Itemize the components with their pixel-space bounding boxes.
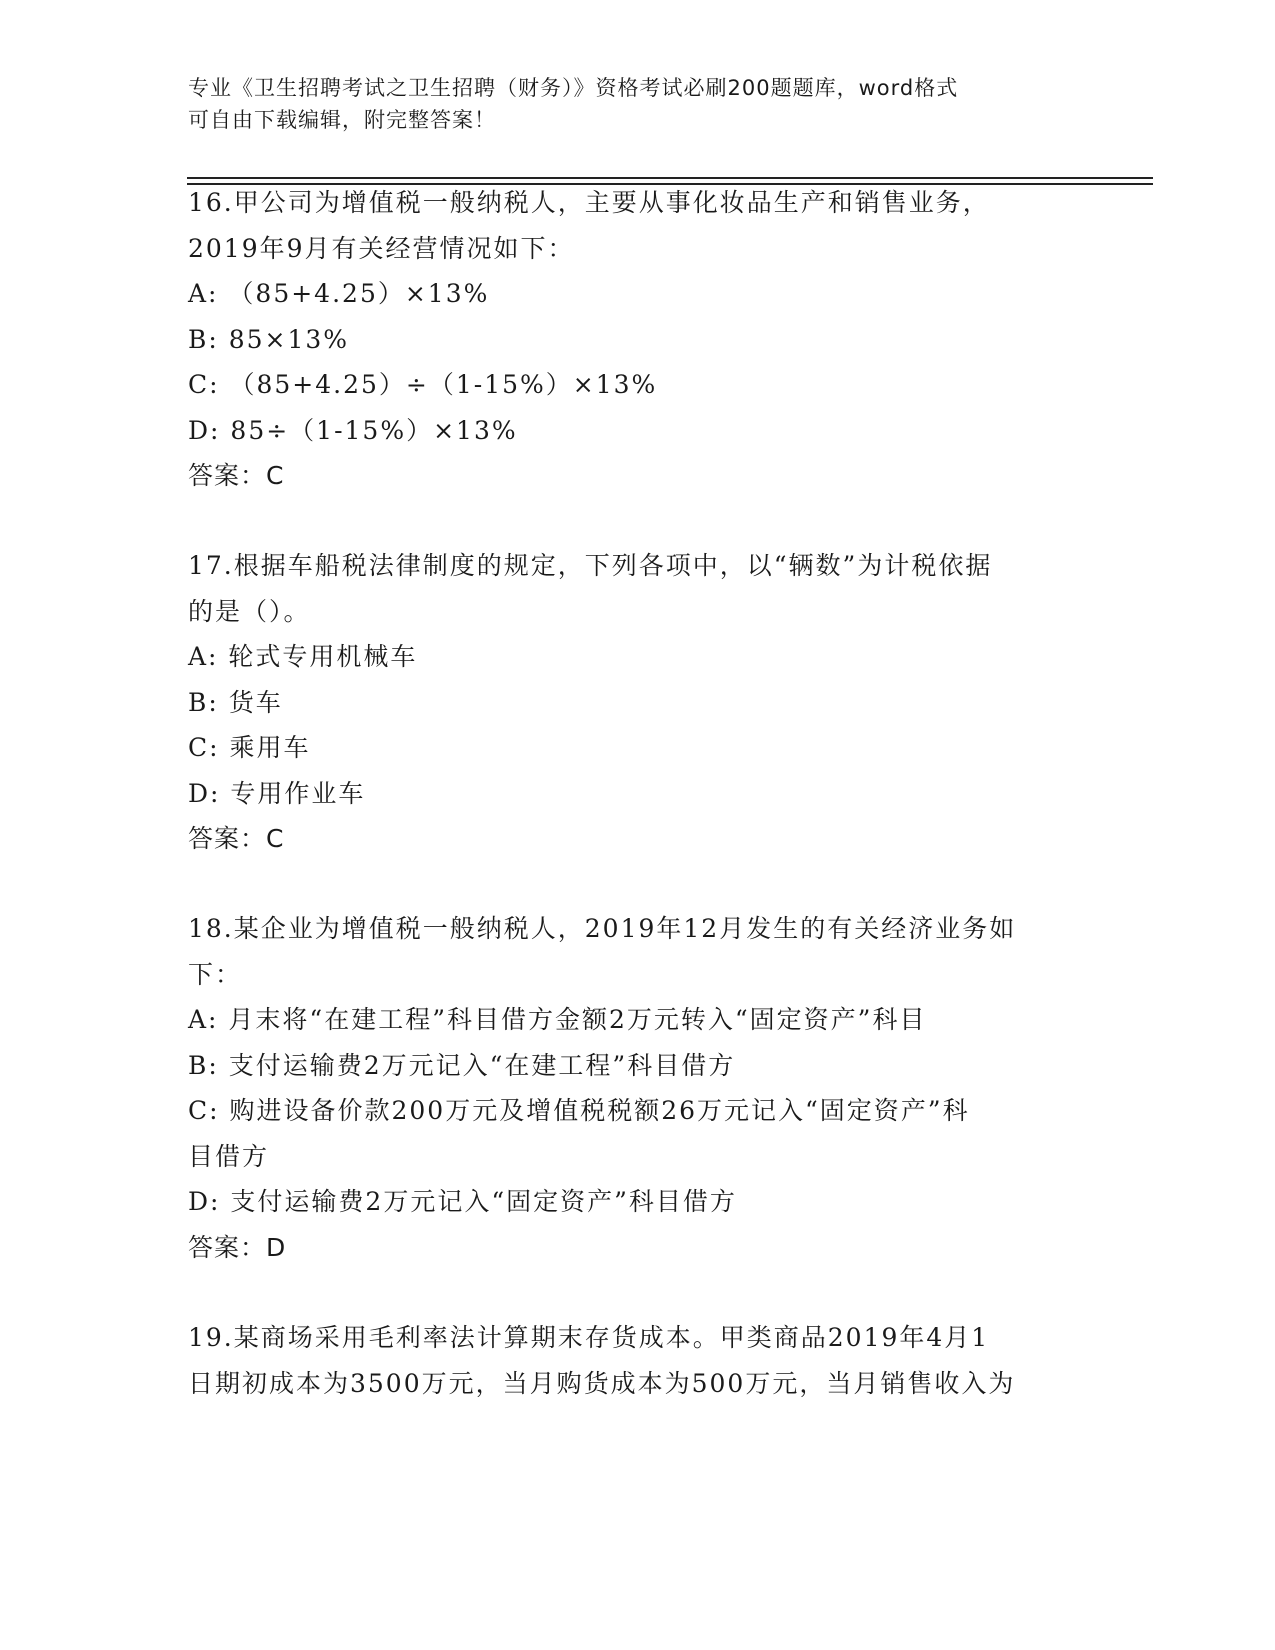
option-c-continued: 目借方 <box>188 1141 270 1171</box>
question-18 <box>188 906 1088 1270</box>
answer: 答案：C <box>188 461 285 490</box>
answer: 答案：C <box>188 824 285 853</box>
document-header <box>188 72 1068 136</box>
option-d: D: 85÷（1-15%）×13% <box>188 415 518 445</box>
question-17 <box>188 543 1088 862</box>
option-c: C: 购进设备价款200万元及增值税税额26万元记入“固定资产”科 <box>188 1096 970 1125</box>
header-divider-top <box>187 177 1153 179</box>
question-stem: 17.根据车船税法律制度的规定，下列各项中，以“辆数”为计税依据 <box>188 551 993 580</box>
option-a: A: 轮式专用机械车 <box>188 642 418 671</box>
question-stem: 的是（）。 <box>188 596 311 626</box>
option-d: D: 专用作业车 <box>188 778 366 808</box>
option-c: C: （85+4.25）÷（1-15%）×13% <box>188 370 658 399</box>
option-b: B: 85×13% <box>188 324 350 354</box>
question-stem: 19.某商场采用毛利率法计算期末存货成本。甲类商品2019年4月1 <box>188 1323 990 1352</box>
question-stem: 2019年9月有关经营情况如下： <box>188 233 575 263</box>
question-stem: 下： <box>188 959 243 989</box>
option-d: D: 支付运输费2万元记入“固定资产”科目借方 <box>188 1187 737 1216</box>
header-line-2: 可自由下载编辑，附完整答案！ <box>188 108 496 132</box>
question-stem: 18.某企业为增值税一般纳税人，2019年12月发生的有关经济业务如 <box>188 914 1017 943</box>
option-a: A: （85+4.25）×13% <box>188 279 490 308</box>
option-b: B: 货车 <box>188 687 283 717</box>
header-line-1: 专业《卫生招聘考试之卫生招聘（财务）》资格考试必刷200题题库，word格式 <box>188 76 959 100</box>
question-stem: 日期初成本为3500万元，当月购货成本为500万元，当月销售收入为 <box>188 1368 1016 1398</box>
question-19 <box>188 1315 1088 1406</box>
answer: 答案：D <box>188 1232 287 1262</box>
question-16 <box>188 180 1088 499</box>
option-a: A: 月末将“在建工程”科目借方金额2万元转入“固定资产”科目 <box>188 1005 927 1034</box>
option-c: C: 乘用车 <box>188 733 311 762</box>
option-b: B: 支付运输费2万元记入“在建工程”科目借方 <box>188 1050 736 1080</box>
question-stem: 16.甲公司为增值税一般纳税人，主要从事化妆品生产和销售业务， <box>188 188 990 217</box>
